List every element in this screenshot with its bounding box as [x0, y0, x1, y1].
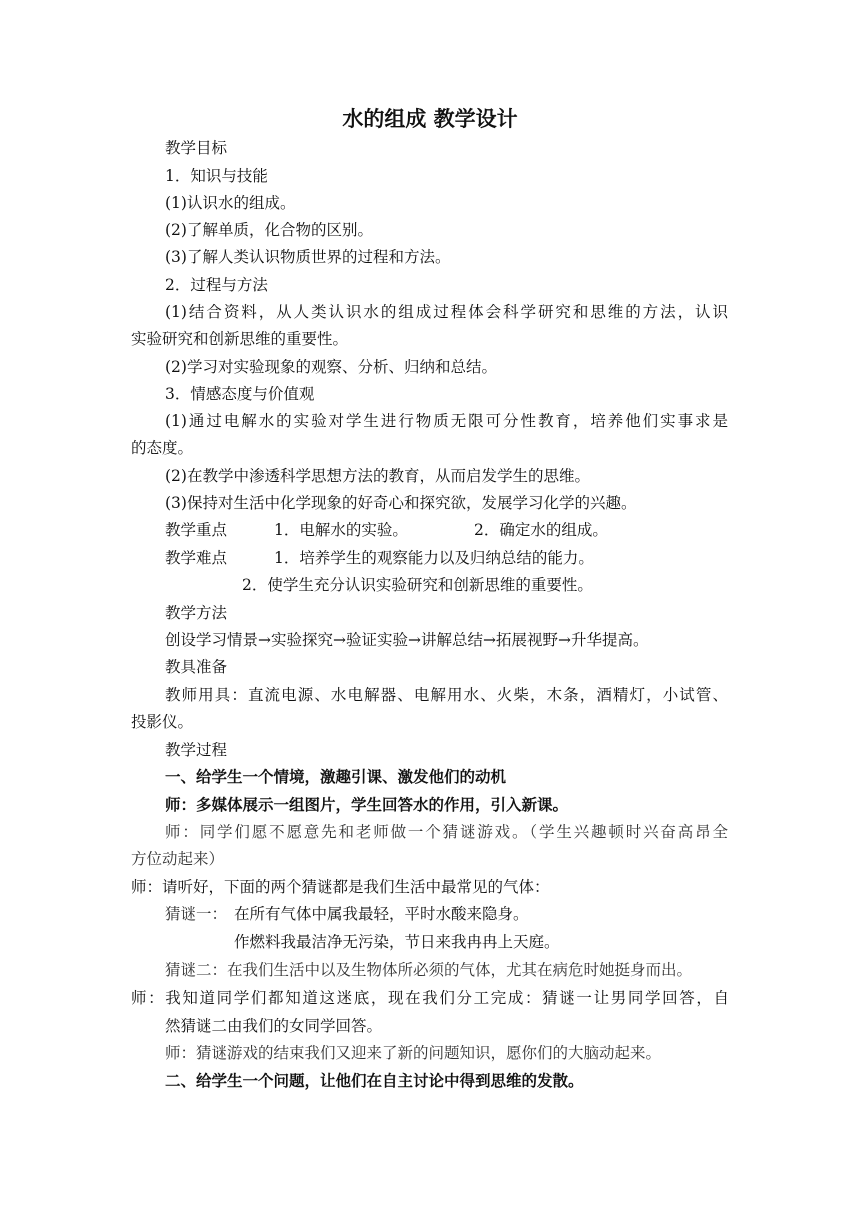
- step1-teacher-line: 师：多媒体展示一组图片，学生回答水的作用，引入新课。: [165, 795, 569, 814]
- objectives-heading: 教学目标: [165, 139, 228, 157]
- key-point-1: 1．电解水的实验。: [274, 521, 408, 539]
- emotion-item-3: (3)保持对生活中化学现象的好奇心和探究欲，发展学习化学的兴趣。: [165, 494, 637, 512]
- riddle-intro-cont: 方位动起来）: [131, 850, 225, 868]
- document-title: 水的组成 教学设计: [342, 106, 518, 131]
- assign-line: 师：我知道同学们都知道这迷底，现在我们分工完成：猜谜一让男同学回答，自: [131, 989, 729, 1007]
- emotion-heading: 3．情感态度与价值观: [165, 385, 315, 403]
- riddle1-line1: 在所有气体中属我最轻，平时水酸来隐身。: [234, 905, 529, 923]
- difficulties-label: 教学难点: [165, 549, 228, 567]
- riddle-end: 师：猜谜游戏的结束我们又迎来了新的问题知识，愿你们的大脑动起来。: [165, 1044, 662, 1062]
- assign-line-cont: 然猜谜二由我们的女同学回答。: [165, 1017, 383, 1035]
- step1-heading: 一、给学生一个情境，激趣引课、激发他们的动机: [165, 767, 507, 786]
- knowledge-item: (3)了解人类认识物质世界的过程和方法。: [165, 248, 451, 266]
- process-heading: 2．过程与方法: [165, 276, 268, 294]
- step2-heading: 二、给学生一个问题，让他们在自主讨论中得到思维的发散。: [165, 1071, 584, 1090]
- emotion-item-2: (2)在教学中渗透科学思想方法的教育，从而启发学生的思维。: [165, 467, 590, 485]
- emotion-item-1: (1)通过电解水的实验对学生进行物质无限可分性教育，培养他们实事求是: [165, 412, 728, 430]
- key-point-2: 2．确定水的组成。: [474, 521, 608, 539]
- knowledge-item: (2)了解单质，化合物的区别。: [165, 221, 373, 239]
- key-points-label: 教学重点: [165, 521, 228, 539]
- process-item-1-cont: 实验研究和创新思维的重要性。: [131, 330, 349, 348]
- methods-text: 创设学习情景→实验探究→验证实验→讲解总结→拓展视野→升华提高。: [165, 631, 649, 649]
- knowledge-item: (1)认识水的组成。: [165, 194, 296, 212]
- methods-heading: 教学方法: [165, 604, 228, 622]
- tools-text-cont: 投影仪。: [131, 713, 194, 731]
- riddle1-line2: 作燃料我最洁净无污染，节日来我冉冉上天庭。: [234, 933, 560, 951]
- riddle2: 猜谜二：在我们生活中以及生物体所必须的气体，尤其在病危时她挺身而出。: [165, 961, 693, 979]
- tools-text: 教师用具：直流电源、水电解器、电解用水、火柴，木条，酒精灯，小试管、: [165, 686, 728, 704]
- riddle-intro: 师：同学们愿不愿意先和老师做一个猜谜游戏。（学生兴趣顿时兴奋高昂全: [165, 823, 728, 841]
- emotion-item-1-cont: 的态度。: [131, 439, 194, 457]
- tools-heading: 教具准备: [165, 658, 228, 676]
- difficulty-1: 1．培养学生的观察能力以及归纳总结的能力。: [274, 549, 594, 567]
- process-section-heading: 教学过程: [165, 741, 228, 759]
- riddle-prompt: 师：请听好，下面的两个猜谜都是我们生活中最常见的气体：: [131, 878, 550, 896]
- difficulty-2: 2．使学生充分认识实验研究和创新思维的重要性。: [242, 576, 593, 594]
- riddle1-label: 猜谜一：: [165, 905, 228, 923]
- process-item-2: (2)学习对实验现象的观察、分析、归纳和总结。: [165, 358, 497, 376]
- process-item-1: (1)结合资料，从人类认识水的组成过程体会科学研究和思维的方法，认识: [165, 303, 728, 321]
- knowledge-heading: 1．知识与技能: [165, 167, 268, 185]
